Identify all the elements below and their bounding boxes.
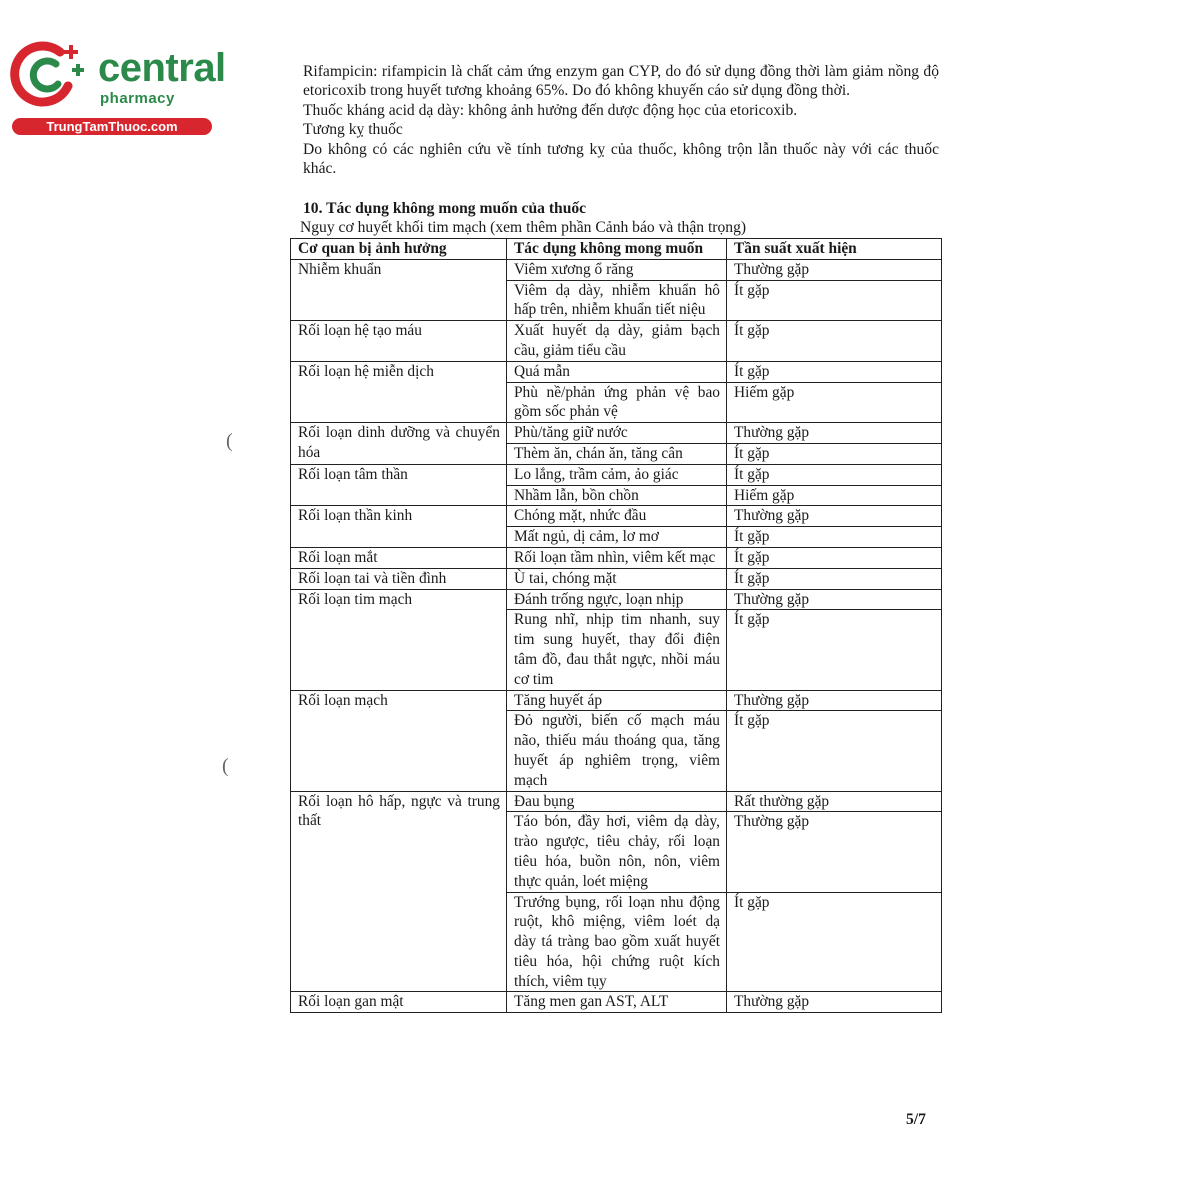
frequency-cell: Rất thường gặp — [727, 791, 942, 812]
header-organ: Cơ quan bị ảnh hưởng — [291, 239, 507, 260]
table-row — [291, 547, 942, 568]
effect-cell: Tăng men gan AST, ALT — [507, 992, 727, 1013]
table-row — [291, 259, 942, 280]
central-logo-icon — [10, 38, 88, 110]
table-header-row — [291, 239, 942, 260]
effect-cell: Xuất huyết dạ dày, giảm bạch cầu, giảm tiểu cầu — [507, 321, 727, 362]
paragraph-incompat-title: Tương kỵ thuốc — [303, 121, 403, 139]
paragraph-antacid: Thuốc kháng acid dạ dày: không ảnh hưởng đến dược động học của etoricoxib. — [303, 101, 798, 119]
table-row — [291, 321, 942, 362]
organ-cell: Rối loạn tâm thần — [291, 464, 507, 506]
effect-cell: Đỏ người, biến cố mạch máu não, thiếu máu thoáng qua, tăng huyết áp nghiêm trọng, viêm mạch — [507, 711, 727, 791]
frequency-cell: Ít gặp — [727, 464, 942, 485]
frequency-cell: Ít gặp — [727, 527, 942, 548]
effect-cell: Chóng mặt, nhức đầu — [507, 506, 727, 527]
frequency-cell: Thường gặp — [727, 992, 942, 1013]
logo-site: TrungTamThuoc.com — [12, 118, 212, 135]
body-text — [303, 62, 939, 178]
header-effect: Tác dụng không mong muốn — [507, 239, 727, 260]
section-note: Nguy cơ huyết khối tim mạch (xem thêm phần Cảnh báo và thận trọng) — [300, 219, 747, 236]
effect-cell: Phù/tăng giữ nước — [507, 423, 727, 444]
frequency-cell: Thường gặp — [727, 506, 942, 527]
effect-cell: Phù nề/phản ứng phản vệ bao gồm sốc phản vệ — [507, 382, 727, 423]
table-row — [291, 791, 942, 812]
frequency-cell: Ít gặp — [727, 280, 942, 321]
effect-cell: Mất ngủ, dị cảm, lơ mơ — [507, 527, 727, 548]
frequency-cell: Hiếm gặp — [727, 382, 942, 423]
table-row — [291, 992, 942, 1013]
organ-cell: Rối loạn mạch — [291, 690, 507, 791]
effect-cell: Trướng bụng, rối loạn nhu động ruột, khô miệng, viêm loét dạ dày tá tràng bao gồm xuất huyết tiêu hóa, hội chứng ruột kích thích, viêm tụy — [507, 892, 727, 992]
frequency-cell: Thường gặp — [727, 812, 942, 892]
effect-cell: Đau bụng — [507, 791, 727, 812]
frequency-cell: Ít gặp — [727, 361, 942, 382]
paragraph-incompat: Do không có các nghiên cứu về tính tương kỵ của thuốc, không trộn lẫn thuốc này với các thuốc khác. — [303, 140, 939, 178]
organ-cell: Rối loạn gan mật — [291, 992, 507, 1013]
effect-cell: Quá mẫn — [507, 361, 727, 382]
table-row — [291, 361, 942, 382]
organ-cell: Nhiễm khuẩn — [291, 259, 507, 320]
effect-cell: Viêm xương ổ răng — [507, 259, 727, 280]
frequency-cell: Thường gặp — [727, 423, 942, 444]
table-row — [291, 506, 942, 527]
effect-cell: Tăng huyết áp — [507, 690, 727, 711]
effect-cell: Ù tai, chóng mặt — [507, 568, 727, 589]
effect-cell: Viêm dạ dày, nhiễm khuẩn hô hấp trên, nhiễm khuẩn tiết niệu — [507, 280, 727, 321]
frequency-cell: Hiếm gặp — [727, 485, 942, 506]
organ-cell: Rối loạn thần kinh — [291, 506, 507, 548]
frequency-cell: Thường gặp — [727, 259, 942, 280]
page-number: 5/7 — [906, 1111, 926, 1128]
logo-name: central — [98, 46, 226, 90]
effect-cell: Rối loạn tầm nhìn, viêm kết mạc — [507, 547, 727, 568]
table-row — [291, 464, 942, 485]
frequency-cell: Ít gặp — [727, 321, 942, 362]
section-heading: 10. Tác dụng không mong muốn của thuốc — [303, 200, 587, 217]
effect-cell: Nhầm lẫn, bồn chồn — [507, 485, 727, 506]
frequency-cell: Ít gặp — [727, 568, 942, 589]
organ-cell: Rối loạn tim mạch — [291, 589, 507, 690]
effect-cell: Đánh trống ngực, loạn nhịp — [507, 589, 727, 610]
organ-cell: Rối loạn tai và tiền đình — [291, 568, 507, 589]
paragraph-rifampicin: Rifampicin: rifampicin là chất cảm ứng enzym gan CYP, do đó sử dụng đồng thời làm giảm nồng độ etoricoxib trong huyết tương khoảng 65%. Do đó không khuyến cáo sử dụng đồng thời. — [303, 63, 939, 100]
table-row — [291, 568, 942, 589]
organ-cell: Rối loạn hệ miễn dịch — [291, 361, 507, 422]
table-row — [291, 423, 942, 444]
table-row — [291, 690, 942, 711]
table-row — [291, 589, 942, 610]
logo-subtitle: pharmacy — [100, 90, 175, 107]
organ-cell: Rối loạn hệ tạo máu — [291, 321, 507, 362]
organ-cell: Rối loạn dinh dưỡng và chuyển hóa — [291, 423, 507, 465]
frequency-cell: Ít gặp — [727, 547, 942, 568]
frequency-cell: Ít gặp — [727, 892, 942, 992]
frequency-cell: Ít gặp — [727, 610, 942, 690]
adverse-effects-table — [290, 238, 942, 1013]
header-frequency: Tần suất xuất hiện — [727, 239, 942, 260]
effect-cell: Rung nhĩ, nhịp tim nhanh, suy tim sung huyết, thay đổi điện tâm đồ, đau thắt ngực, nhồi máu cơ tim — [507, 610, 727, 690]
organ-cell: Rối loạn hô hấp, ngực và trung thất — [291, 791, 507, 992]
frequency-cell: Ít gặp — [727, 443, 942, 464]
central-pharmacy-logo — [10, 38, 225, 138]
binding-hole-mark: ( — [226, 430, 233, 452]
effect-cell: Táo bón, đầy hơi, viêm dạ dày, trào ngược, tiêu chảy, rối loạn tiêu hóa, buồn nôn, nôn, viêm thực quản, loét miệng — [507, 812, 727, 892]
frequency-cell: Thường gặp — [727, 690, 942, 711]
effect-cell: Lo lắng, trầm cảm, ảo giác — [507, 464, 727, 485]
binding-hole-mark: ( — [222, 755, 229, 777]
organ-cell: Rối loạn mắt — [291, 547, 507, 568]
frequency-cell: Ít gặp — [727, 711, 942, 791]
frequency-cell: Thường gặp — [727, 589, 942, 610]
effect-cell: Thèm ăn, chán ăn, tăng cân — [507, 443, 727, 464]
